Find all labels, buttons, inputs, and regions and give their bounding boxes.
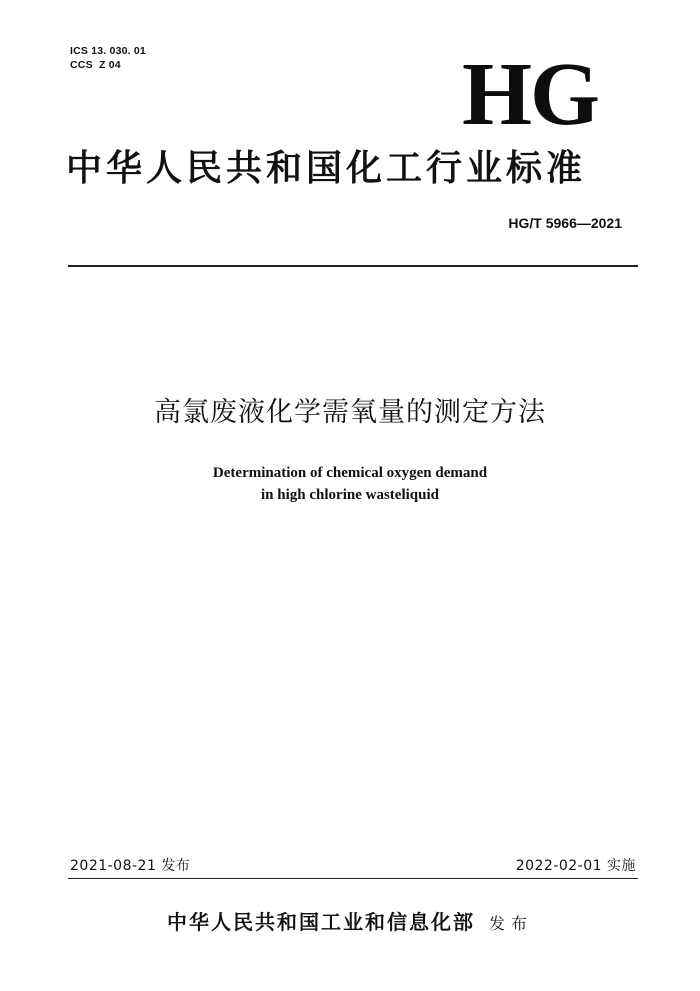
issuing-organization: 中华人民共和国工业和信息化部 — [166, 910, 475, 934]
publish-label: 发布 — [488, 914, 533, 933]
classification-codes — [70, 44, 146, 72]
standard-category-title: 中华人民共和国化工行业标准 — [66, 148, 587, 189]
ics-code: ICS 13. 030. 01 — [70, 45, 146, 57]
footer-divider — [68, 878, 638, 879]
english-title-line-2: in high chlorine wasteliquid — [261, 487, 439, 503]
header-divider — [68, 265, 638, 267]
ccs-code: CCS Z 04 — [70, 59, 121, 71]
issuer-line — [0, 908, 700, 938]
implementation-date: 2022-02-01 实施 — [515, 858, 636, 874]
issue-date: 2021-08-21 发布 — [70, 858, 191, 874]
english-title — [0, 462, 700, 506]
chinese-title: 高氯废液化学需氧量的测定方法 — [154, 397, 546, 428]
hg-logo: HG — [462, 45, 599, 144]
standard-number: HG/T 5966—2021 — [508, 215, 622, 231]
english-title-line-1: Determination of chemical oxygen demand — [212, 465, 488, 481]
